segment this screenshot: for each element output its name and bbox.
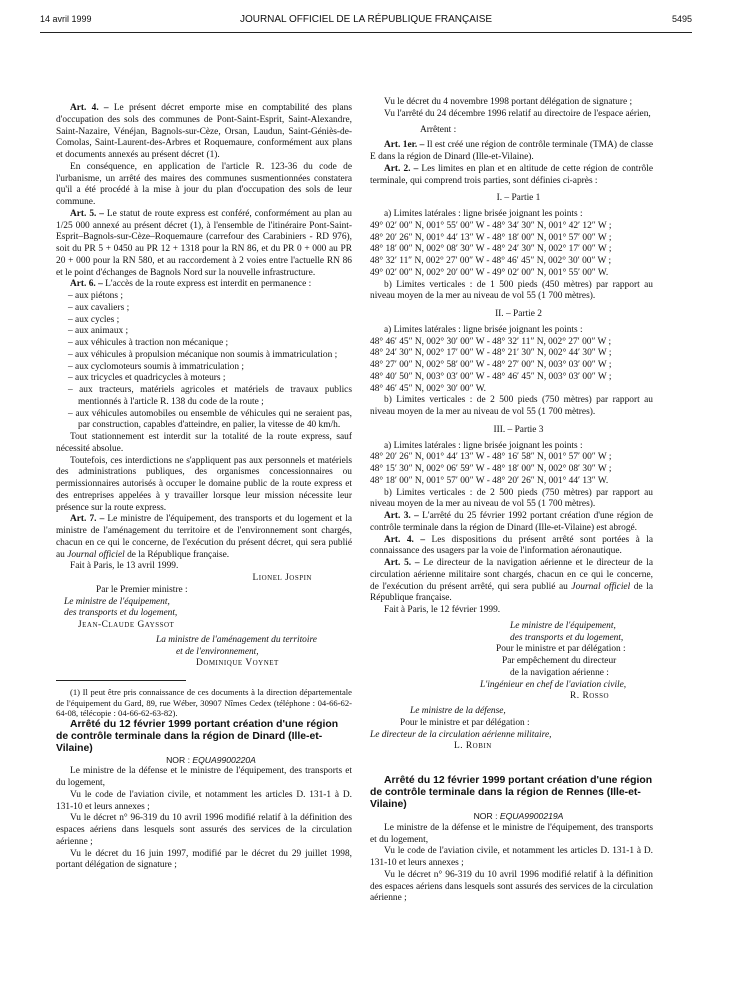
signer-title: Le ministre de la défense, xyxy=(410,706,506,716)
article-text: L'arrêté du 25 février 1992 portant création d'une région de contrôle terminale dans la région de Dinard (Ille-et-Vilaine) est abrogé. xyxy=(370,511,654,533)
signature-date: Fait à Paris, le 12 février 1999. xyxy=(384,605,501,615)
signer-title: L'ingénieur en chef de l'aviation civile, xyxy=(480,679,627,690)
minister-title: Le ministre de l'équipement, xyxy=(64,596,170,607)
list-item: – aux cavaliers ; xyxy=(68,302,130,313)
minister-title: et de l'environnement, xyxy=(176,646,259,657)
signer-title: Le directeur de la circulation aérienne militaire, xyxy=(370,729,552,740)
minister-title: des transports et du logement, xyxy=(64,608,178,619)
paragraph: Le ministre de la défense et le ministre de l'équipement, des transports et du logement, xyxy=(56,766,352,788)
paragraph: Vu le décret n° 96-319 du 10 avril 1996 modifié relatif à la définition des espaces aériens dans lesquels sont assurés des services de la circulation aérienne ; xyxy=(370,869,653,904)
list-item: – aux tricycles et quadricycles à moteurs ; xyxy=(68,373,226,384)
signer-title: Le ministre de l'équipement, xyxy=(510,620,616,631)
list-item: – aux cycles ; xyxy=(68,314,120,325)
signer-name: L. Robin xyxy=(454,741,492,752)
header-page-number: 5495 xyxy=(671,14,692,24)
coordinate-line: 48° 24′ 30″ N, 002° 17′ 00″ W - 48° 21′ 30″ N, 002° 44′ 30″ W ; xyxy=(370,348,612,359)
signer-delegation: Par empêchement du directeur xyxy=(502,656,617,666)
article-label: Art. 4. – xyxy=(384,534,426,545)
signature-date: Fait à Paris, le 13 avril 1999. xyxy=(70,561,179,572)
coordinate-list xyxy=(370,452,653,487)
coordinate-line: 48° 27′ 00″ N, 002° 58′ 00″ W - 48° 27′ 00″ N, 003° 03′ 00″ W ; xyxy=(370,360,612,370)
minister-title: La ministre de l'aménagement du territoire xyxy=(156,634,317,645)
article-label: Art. 2. – xyxy=(384,163,419,174)
paragraph: Vu le décret du 16 juin 1997, modifié par le décret du 29 juillet 1998, portant délégation de signature ; xyxy=(56,848,352,871)
paragraph: En conséquence, en application de l'article R. 123-36 du code de l'urbanisme, un arrêté des maires des communes susmentionnées constatera qu'il a été procédé à la mise à jour du plan d'occupation des sols de leur commune. xyxy=(56,161,352,207)
article-label: Art. 1er. – xyxy=(384,140,425,151)
nor-code: EQUA9900219A xyxy=(499,811,564,821)
nor-code: EQUA9900220A xyxy=(192,754,256,765)
paragraph: b) Limites verticales : de 1 500 pieds (450 mètres) par rapport au niveau moyen de la mer au niveau de vol 55 (1 700 mètres). xyxy=(370,279,653,302)
arretent: Arrêtent : xyxy=(420,124,457,135)
signer-delegation: Pour le ministre et par délégation : xyxy=(496,644,626,655)
list-item: – aux véhicules à propulsion mécanique non soumis à immatriculation ; xyxy=(68,349,338,360)
signer-name: Lionel Jospin xyxy=(252,573,312,583)
footnote: (1) Il peut être pris connaissance de ces documents à la direction départementale de l'équipement du Gard, 89, rue Wéber, 30907 Nîmes Cedex (téléphone : 04-66-62-64-08, télécopie : 04-66-62-63-82). xyxy=(56,687,352,718)
article-text: Il est créé une région de contrôle terminale (TMA) de classe E dans la région de Dinard (Ille-et-Vilaine). xyxy=(370,140,654,162)
article-4 xyxy=(56,103,352,162)
minister-name: Jean-Claude Gayssot xyxy=(78,620,175,630)
header-date: 14 avril 1999 xyxy=(40,14,92,24)
paragraph: a) Limites latérales : ligne brisée joignant les points : xyxy=(384,324,583,335)
paragraph: Le ministre de la défense et le ministre de l'équipement, des transports et du logement, xyxy=(370,822,653,845)
paragraph: Vu le décret du 4 novembre 1998 portant délégation de signature ; xyxy=(384,97,633,107)
list-item: – aux cyclomoteurs soumis à immatriculation ; xyxy=(68,361,245,372)
coordinate-line: 48° 18′ 00″ N, 001° 57′ 00″ W - 48° 20′ 26″ N, 001° 44′ 13″ W. xyxy=(370,475,609,486)
right-column xyxy=(370,97,653,905)
article-label: Art. 5. – xyxy=(70,208,104,219)
coordinate-line: 49° 02′ 00″ N, 001° 55′ 00″ W - 48° 34′ 30″ N, 001° 42′ 12″ W ; xyxy=(370,220,612,231)
signer-title: des transports et du logement, xyxy=(510,632,624,643)
nor-label: NOR : xyxy=(473,811,500,821)
list-item: – aux animaux ; xyxy=(68,326,129,337)
article-5 xyxy=(56,209,352,280)
article-text: Le présent décret emporte mise en comptabilité des plans d'occupation des sols des communes de Pont-Saint-Esprit, Saint-Alexandre, Saint-Nazaire, Vénéjan, Bagnols-sur-Cèze, Orsan, Laudun, Saint-Géniès-de-Comolas, Saint-Laurent-des-Arbres et Roquemaure, conformément aux plans et documents annexés au présent décret (1). xyxy=(56,103,352,160)
article-text: Le statut de route express est conféré, conformément au plan au 1/25 000 annexé au présent décret (1), à l'ensemble de l'itinéraire Pont-Saint-Esprit–Bagnols-sur-Cèze–Roquemaure (carrefour des Carabiniers - RD 976), soit du PR 5 + 0450 au PR 12 + 1318 pour la RN 86, et du PR 0 + 000 au PR 20 + 000 pour la RN 580, et au raccordement à 2 voies entre l'actuelle RN 86 et le point d'échanges de Bagnols Nord sur la nouvelle infrastructure. xyxy=(56,208,352,278)
paragraph: Vu le décret n° 96-319 du 10 avril 1996 modifié relatif à la définition des espaces aériens dans lesquels sont assurés des services de la circulation aérienne ; xyxy=(56,813,352,847)
article-text: L'accès de la route express est interdit en permanence : xyxy=(102,279,312,290)
coordinate-line: 48° 20′ 26″ N, 001° 44′ 13″ W - 48° 16′ 58″ N, 001° 57′ 00″ W ; xyxy=(370,452,612,463)
article-label: Art. 7. – xyxy=(70,514,105,525)
journal-officiel: Journal officiel xyxy=(571,581,631,592)
article-label: Art. 6. – xyxy=(70,279,103,290)
article-text: Les limites en plan et en altitude de cette région de contrôle terminale, qui comprend trois parties, sont définies ci-après : xyxy=(370,163,653,186)
paragraph: b) Limites verticales : de 2 500 pieds (750 mètres) par rapport au niveau moyen de la mer au niveau de vol 55 (1 700 mètres). xyxy=(370,395,653,417)
part-title: II. – Partie 2 xyxy=(495,309,542,319)
article-label: Art. 5. – xyxy=(384,558,420,568)
article-text: Le directeur de la navigation aérienne et le directeur de la circulation aérienne militaire sont chargés, chacun en ce qui le concerne, de l'exécution du présent arrêté, qui sera publié au xyxy=(370,558,653,592)
coordinate-line: 48° 18′ 00″ N, 002° 08′ 30″ W - 48° 24′ 30″ N, 002° 17′ 00″ W ; xyxy=(370,244,612,255)
signer-name: R. Rosso xyxy=(570,691,610,702)
article-text: Les dispositions du présent arrêté sont portées à la connaissance des usagers par la voie de l'information aéronautique. xyxy=(370,534,653,557)
prohibition-list xyxy=(56,291,352,432)
paragraph: a) Limites latérales : ligne brisée joignant les points : xyxy=(384,440,583,451)
article-label: Art. 4. – xyxy=(70,103,109,113)
article-3 xyxy=(370,511,653,535)
part-title: I. – Partie 1 xyxy=(496,193,541,204)
article-text-end: de la République française. xyxy=(124,549,230,560)
list-item: – aux véhicules à traction non mécanique ; xyxy=(68,338,229,348)
paragraph: Vu le code de l'aviation civile, et notamment les articles D. 131-1 à D. 131-10 et leurs annexes ; xyxy=(56,789,352,812)
nor-reference xyxy=(370,811,653,823)
coordinate-line: 48° 46′ 45″ N, 002° 30′ 00″ W - 48° 32′ 11″ N, 002° 27′ 00″ W ; xyxy=(370,336,612,347)
article-label: Art. 3. – xyxy=(384,511,419,521)
article-6 xyxy=(56,279,352,291)
article-1 xyxy=(370,140,653,164)
coordinate-line: 48° 46′ 45″ N, 002° 30′ 00″ W. xyxy=(370,383,487,394)
coordinate-line: 48° 15′ 30″ N, 002° 06′ 59″ W - 48° 18′ 00″ N, 002° 08′ 30″ W ; xyxy=(370,464,612,474)
paragraph: Vu l'arrêté du 24 décembre 1996 relatif au directoire de l'espace aérien, xyxy=(384,108,651,119)
article-4 xyxy=(370,535,653,559)
left-column xyxy=(56,103,352,872)
paragraph: a) Limites latérales : ligne brisée joignant les points : xyxy=(384,209,583,219)
coordinate-line: 48° 40′ 50″ N, 003° 03′ 00″ W - 48° 46′ 45″ N, 003° 03′ 00″ W ; xyxy=(370,371,612,382)
coordinate-line: 48° 32′ 11″ N, 002° 27′ 00″ W - 48° 46′ 45″ N, 002° 30′ 00″ W ; xyxy=(370,256,612,266)
paragraph: Vu le code de l'aviation civile, et notamment les articles D. 131-1 à D. 131-10 et leurs annexes ; xyxy=(370,846,653,868)
article-5 xyxy=(370,558,653,605)
nor-label: NOR : xyxy=(166,754,193,765)
journal-officiel: Journal officiel xyxy=(67,549,125,560)
signer-delegation: de la navigation aérienne : xyxy=(510,667,609,678)
coordinate-line: 49° 02′ 00″ N, 002° 20′ 00″ W - 49° 02′ 00″ N, 001° 55′ 00″ W. xyxy=(370,267,609,278)
decree-title: Arrêté du 12 février 1999 portant création d'une région de contrôle terminale dans la région de Dinard (Ille-et-Vilaine) xyxy=(56,718,339,754)
list-item: – aux véhicules automobiles ou ensemble de véhicules qui ne seraient pas, par construction, capables d'atteindre, en palier, la vitesse de 40 km/h. xyxy=(68,408,352,431)
list-item: – aux tracteurs, matériels agricoles et matériels de travaux publics mentionnés à l'article R. 138 du code de la route ; xyxy=(68,385,352,407)
paragraph: b) Limites verticales : de 2 500 pieds (750 mètres) par rapport au niveau moyen de la mer au niveau de vol 55 (1 700 mètres). xyxy=(370,487,653,510)
header-journal-title: JOURNAL OFFICIEL DE LA RÉPUBLIQUE FRANÇAISE xyxy=(239,14,493,25)
signature-by: Par le Premier ministre : xyxy=(96,584,188,595)
part-title: III. – Partie 3 xyxy=(493,424,544,435)
article-7 xyxy=(56,514,352,561)
coordinate-line: 48° 20′ 26″ N, 001° 44′ 13″ W - 48° 18′ 00″ N, 001° 57′ 00″ W ; xyxy=(370,232,612,243)
page-header xyxy=(40,14,692,33)
minister-name: Dominique Voynet xyxy=(196,658,279,669)
footnote-divider xyxy=(56,680,186,681)
article-text-end: de la République française. xyxy=(370,581,654,604)
paragraph: Tout stationnement est interdit sur la totalité de la route express, sauf nécessité absolue. xyxy=(56,432,352,454)
nor-reference xyxy=(56,755,352,767)
signer-delegation: Pour le ministre et par délégation : xyxy=(400,717,530,728)
decree-title: Arrêté du 12 février 1999 portant création d'une région de contrôle terminale dans la région de Rennes (Ille-et-Vilaine) xyxy=(370,775,653,810)
coordinate-list xyxy=(370,221,653,280)
paragraph: Toutefois, ces interdictions ne s'appliquent pas aux personnels et matériels des administrations publiques, des organismes concessionnaires ou permissionnaires autorisés à occuper le domaine public de la route express et des entreprises appelées à y travailler lorsque leur mission nécessite leur présence sur la route express. xyxy=(56,455,352,513)
list-item: – aux piétons ; xyxy=(68,291,123,301)
coordinate-list xyxy=(370,337,653,396)
article-text: Le ministre de l'équipement, des transports et du logement et la ministre de l'aménagement du territoire et de l'environnement sont chargés, chacun en ce qui le concerne, de l'exécution du présent décret, qui sera publié au xyxy=(56,514,352,560)
article-2 xyxy=(370,164,653,188)
